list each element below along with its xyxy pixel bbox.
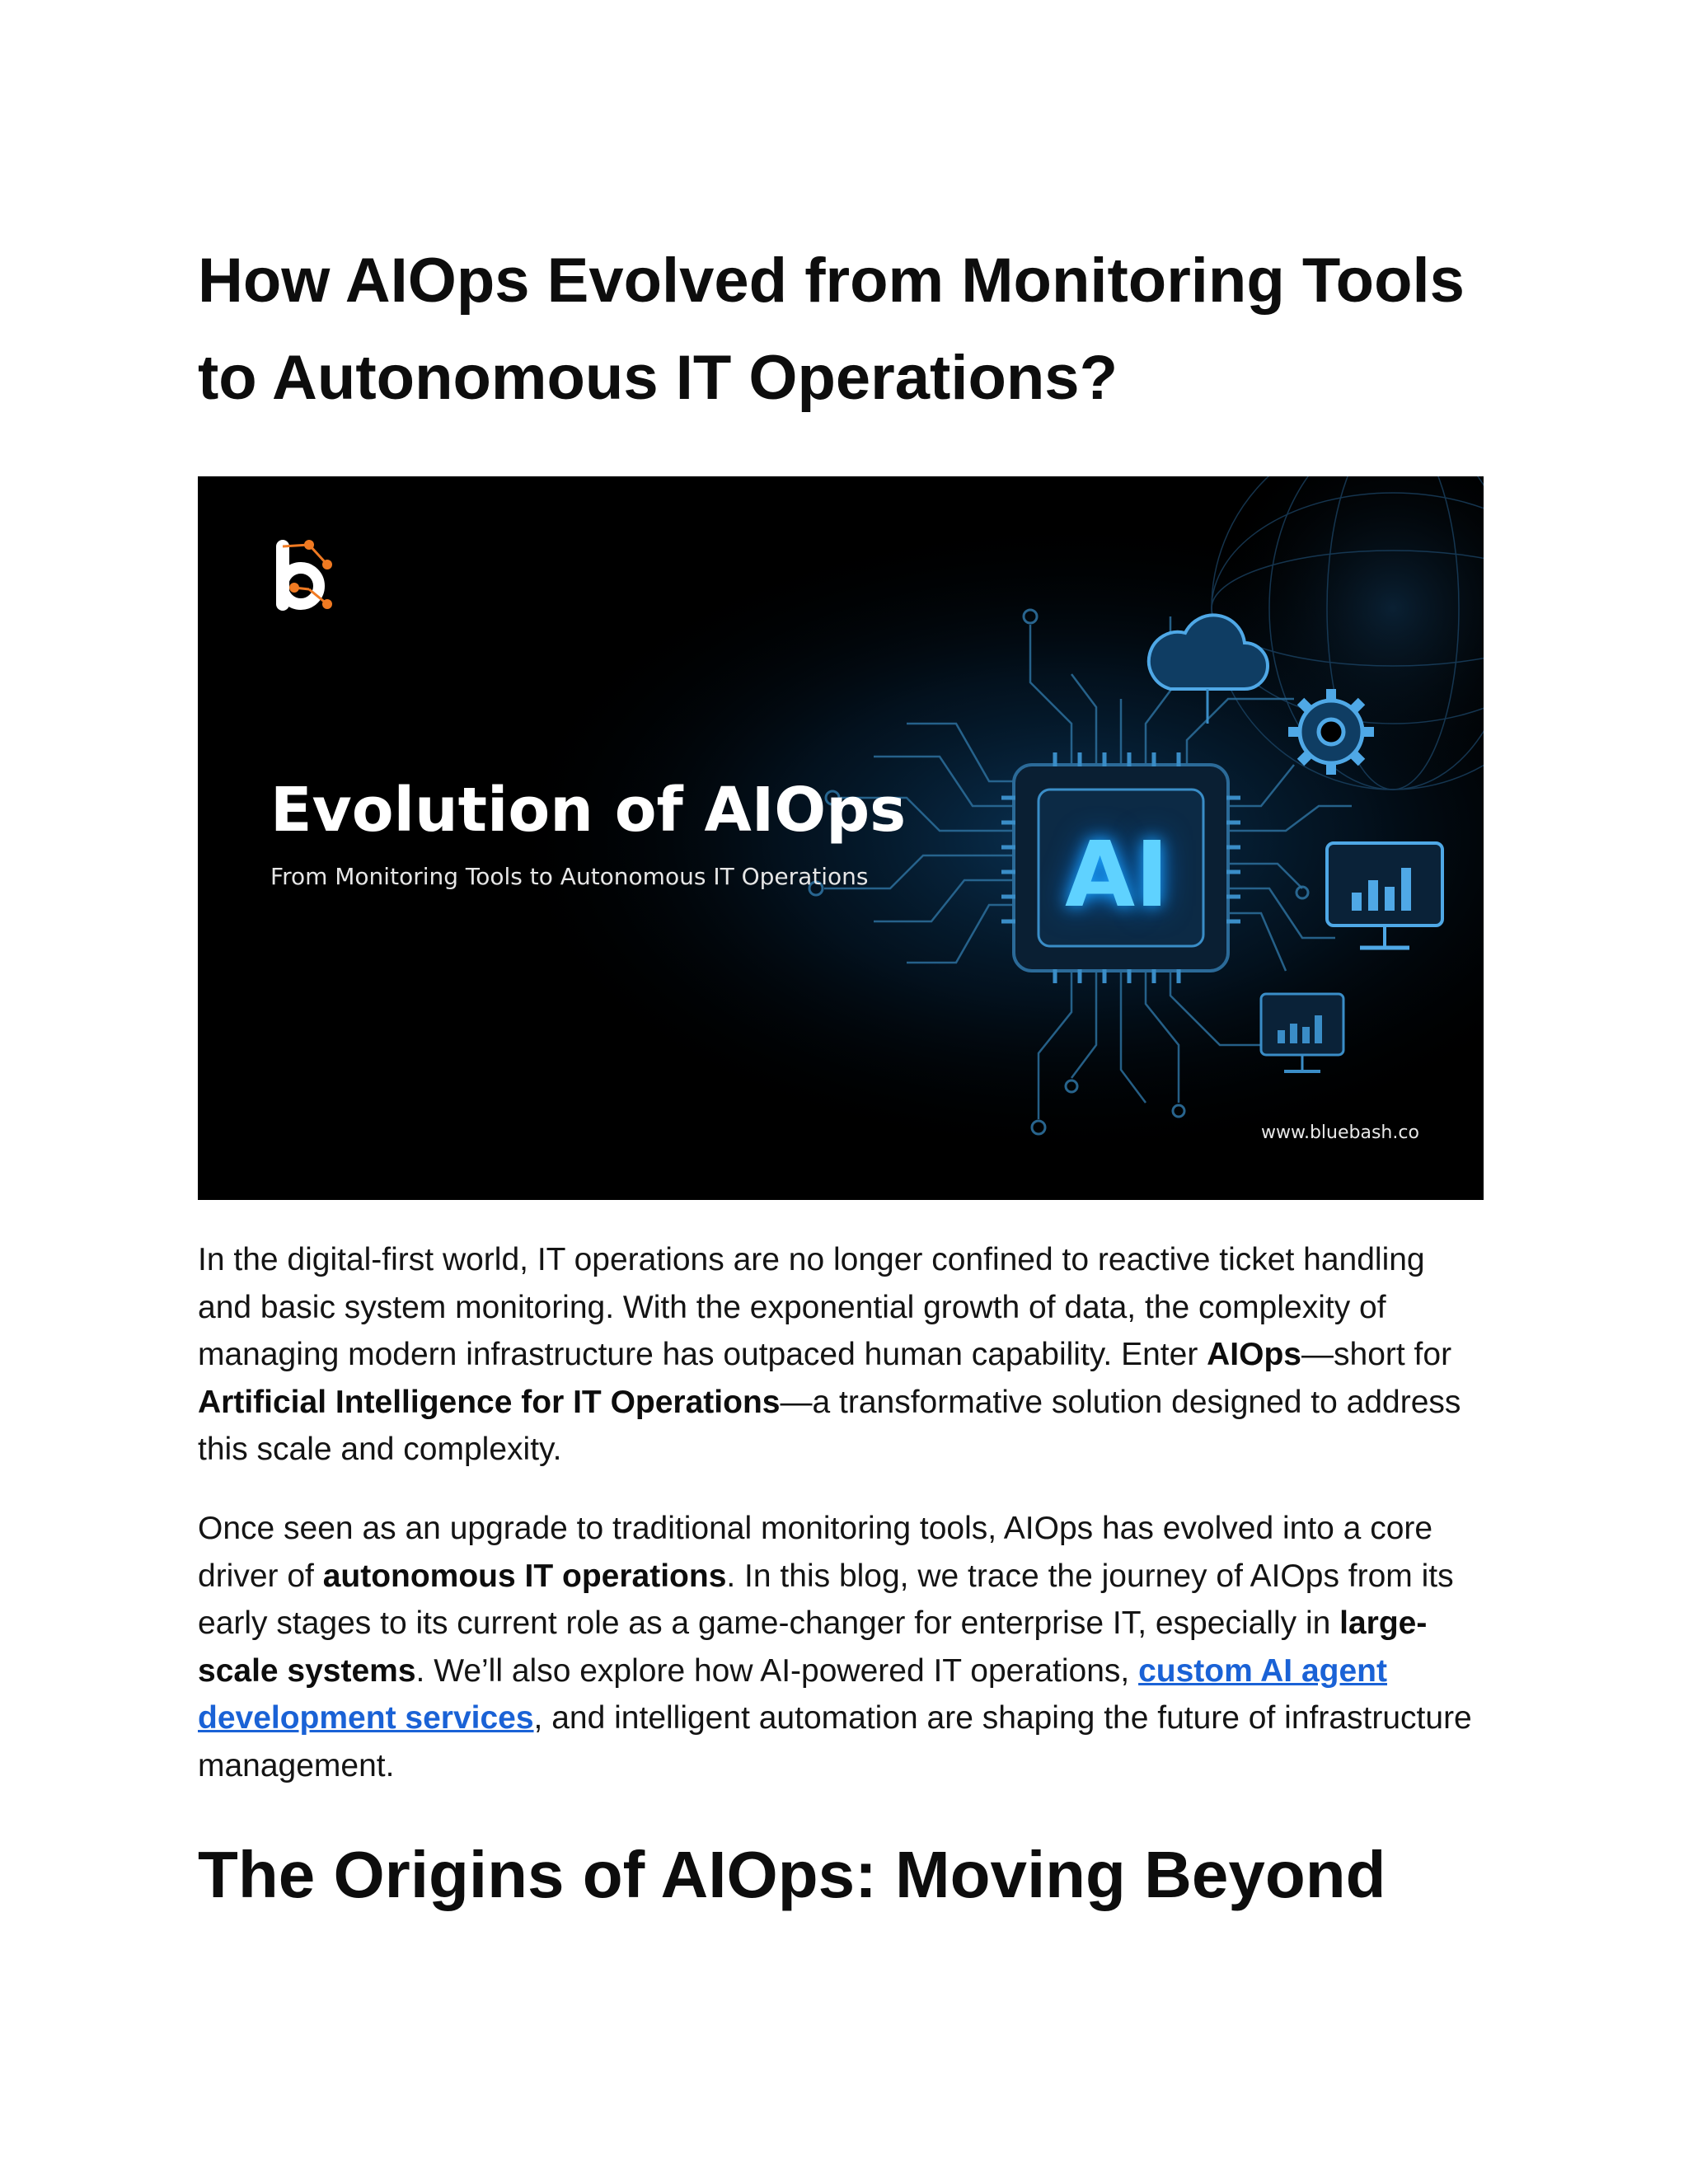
large-scale-bold: large-scale systems — [198, 1605, 1428, 1689]
second-paragraph — [198, 1505, 1484, 1789]
ai-chip-label: AI — [1064, 822, 1170, 927]
banner-heading: Evolution of AIOps — [270, 775, 907, 846]
hero-banner-image — [198, 476, 1484, 1200]
second-text-4: , and intelligent automation are shaping the future of infrastructure management. — [198, 1700, 1472, 1783]
second-text-1: Once seen as an upgrade to traditional monitoring tools, AIOps has evolved into a core driver of — [198, 1511, 1433, 1594]
gear-icon — [1288, 689, 1374, 775]
second-text-2: . In this blog, we trace the journey of AIOps from its early stages to its current role as a game-changer for enterprise IT, especially in — [198, 1558, 1454, 1641]
article-title-line-1: How AIOps Evolved from Monitoring Tools — [198, 246, 1465, 316]
article-title — [198, 232, 1517, 427]
intro-text-1: In the digital-first world, IT operations are no longer confined to reactive ticket handling and basic system monitoring. With the exponential growth of data, the complexity of managing modern infrastructure has outpaced human capability. Enter — [198, 1242, 1425, 1372]
intro-text-3: —a transformative solution designed to address this scale and complexity. — [198, 1384, 1461, 1467]
intro-paragraph — [198, 1236, 1484, 1474]
custom-ai-agent-link[interactable]: custom AI agent development services — [198, 1652, 1387, 1736]
intro-text-2: —short for — [1301, 1337, 1452, 1372]
section-heading: The Origins of AIOps: Moving Beyond — [198, 1838, 1386, 1911]
banner-url: www.bluebash.co — [1261, 1122, 1419, 1143]
aiops-bold: AIOps — [1207, 1337, 1301, 1372]
autonomous-ops-bold: autonomous IT operations — [322, 1558, 727, 1594]
second-text-3: . We’ll also explore how AI-powered IT operations, — [415, 1652, 1139, 1689]
banner-subheading: From Monitoring Tools to Autonomous IT Operations — [270, 863, 869, 890]
aiops-definition-bold: Artificial Intelligence for IT Operations — [198, 1384, 781, 1420]
article-title-line-2: to Autonomous IT Operations? — [198, 343, 1118, 413]
